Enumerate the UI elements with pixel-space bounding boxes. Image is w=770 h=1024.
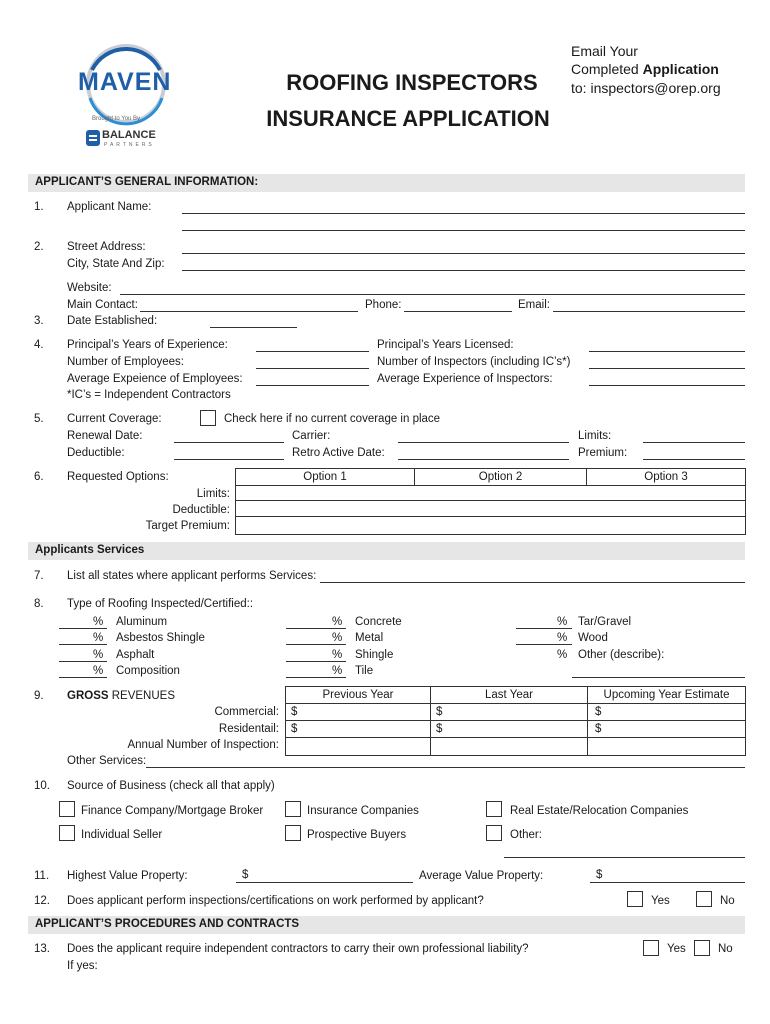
finance-company-checkbox[interactable]	[59, 801, 75, 817]
roof-shingle: Shingle	[355, 649, 394, 661]
q1-label: Applicant Name:	[67, 201, 152, 213]
email-field[interactable]	[553, 311, 745, 312]
num-inspectors-field[interactable]	[589, 368, 745, 369]
states-field[interactable]	[320, 582, 745, 583]
premium-label: Premium:	[578, 447, 628, 459]
other-source-label: Other:	[510, 829, 542, 841]
dollar-sign: $	[291, 706, 298, 718]
avg-exp-inspectors-field[interactable]	[589, 385, 745, 386]
option-limits-label: Limits:	[196, 488, 230, 500]
dollar-sign: $	[436, 706, 443, 718]
prospective-buyers-checkbox[interactable]	[285, 825, 301, 841]
avg-exp-inspectors-label: Average Experience of Inspectors:	[377, 373, 553, 385]
street-address-field[interactable]	[182, 253, 745, 254]
page-title-line2: INSURANCE APPLICATION	[266, 106, 550, 131]
revenues-row-divider	[285, 737, 746, 738]
q13-number: 13.	[34, 943, 50, 955]
roof-concrete: Concrete	[355, 616, 402, 628]
revenues-col-divider	[587, 703, 588, 756]
options-body[interactable]	[235, 485, 746, 535]
website-field[interactable]	[120, 294, 745, 295]
finance-company-label: Finance Company/Mortgage Broker	[81, 805, 264, 817]
balance-icon	[86, 130, 100, 146]
principal-years-licensed-label: Principal’s Years Licensed:	[377, 339, 514, 351]
avg-exp-employees-field[interactable]	[256, 385, 369, 386]
roof-asphalt: Asphalt	[116, 649, 155, 661]
gross-revenues-label	[67, 689, 175, 703]
options-row-divider	[235, 516, 746, 517]
section-procedures-title: APPLICANT’S PROCEDURES AND CONTRACTS	[35, 918, 300, 930]
pct-sign: %	[332, 649, 343, 661]
individual-seller-label: Individual Seller	[81, 829, 163, 841]
principal-years-exp-field[interactable]	[256, 351, 369, 352]
no-coverage-label: Check here if no current coverage in place	[224, 413, 441, 425]
main-contact-label: Main Contact:	[67, 299, 138, 311]
num-inspectors-label: Number of Inspectors (including IC’s*)	[377, 356, 571, 368]
annual-inspection-label: Annual Number of Inspection:	[127, 739, 279, 751]
pct-sign: %	[93, 649, 104, 661]
other-source-field[interactable]	[504, 857, 745, 858]
q4-number: 4.	[34, 339, 44, 351]
q2-street-label: Street Address:	[67, 241, 146, 253]
option-2-header: Option 2	[414, 468, 587, 486]
revenues-body[interactable]	[285, 703, 746, 756]
applicant-name-field-2[interactable]	[182, 230, 745, 231]
q13-yes-label: Yes	[667, 943, 686, 955]
date-established-label: Date Established:	[67, 315, 158, 327]
premium-field[interactable]	[643, 459, 745, 460]
principal-years-licensed-field[interactable]	[589, 351, 745, 352]
renewal-date-label: Renewal Date:	[67, 430, 143, 442]
pct-sign: %	[557, 616, 568, 628]
q12-no-label: No	[720, 895, 735, 907]
pct-sign: %	[332, 632, 343, 644]
q12-yes-label: Yes	[651, 895, 670, 907]
other-source-checkbox[interactable]	[486, 825, 502, 841]
q9-number: 9.	[34, 690, 44, 702]
gross-bold: GROSS	[67, 690, 109, 702]
ic-footnote: *IC’s = Independent Contractors	[67, 389, 231, 401]
section-services-header	[28, 542, 745, 560]
option-3-header: Option 3	[586, 468, 746, 486]
residential-label: Residentail:	[218, 723, 279, 735]
q11-number: 11.	[34, 870, 50, 882]
current-coverage-label: Current Coverage:	[67, 413, 162, 425]
phone-label: Phone:	[365, 299, 402, 311]
highest-value-label: Highest Value Property:	[67, 870, 188, 882]
retro-date-field[interactable]	[398, 459, 569, 460]
q12-number: 12.	[34, 895, 50, 907]
email-note-line2-pre: Completed	[571, 61, 643, 77]
pct-sign: %	[557, 649, 568, 661]
option-1-header: Option 1	[235, 468, 415, 486]
option-target-premium-label: Target Premium:	[145, 520, 230, 532]
q7-number: 7.	[34, 570, 44, 582]
pct-sign: %	[332, 616, 343, 628]
pct-sign: %	[557, 632, 568, 644]
prospective-buyers-label: Prospective Buyers	[307, 829, 407, 841]
section-services-title: Applicants Services	[35, 544, 145, 556]
applicant-name-field[interactable]	[182, 213, 745, 214]
q13-yes-checkbox[interactable]	[643, 940, 659, 956]
other-services-label: Other Services:	[67, 755, 147, 767]
dollar-sign: $	[291, 723, 298, 735]
q1-number: 1.	[34, 201, 44, 213]
options-row-divider	[235, 500, 746, 501]
principal-years-exp-label: Principal’s Years of Experience:	[67, 339, 228, 351]
pct-sign: %	[93, 632, 104, 644]
logo-brand: MAVEN	[78, 68, 172, 96]
q13-label: Does the applicant require independent contractors to carry their own professional liability?	[67, 943, 529, 955]
retro-date-label: Retro Active Date:	[292, 447, 385, 459]
roofing-type-label: Type of Roofing Inspected/Certified::	[67, 598, 254, 610]
last-year-header: Last Year	[430, 686, 588, 704]
dollar-sign: $	[595, 706, 602, 718]
email-note-line2	[571, 61, 719, 77]
self-inspection-label: Does applicant perform inspections/certifications on work performed by applicant?	[67, 895, 484, 907]
other-describe-field[interactable]	[572, 677, 745, 678]
revenues-row-divider	[285, 720, 746, 721]
q10-number: 10.	[34, 780, 50, 792]
section-general-header	[28, 174, 745, 192]
pct-sign: %	[93, 616, 104, 628]
maven-logo	[70, 40, 182, 152]
q12-yes-checkbox[interactable]	[627, 891, 643, 907]
roof-composition: Composition	[116, 665, 180, 677]
commercial-label: Commercial:	[214, 706, 279, 718]
q2-number: 2.	[34, 241, 44, 253]
option-deductible-label: Deductible:	[172, 504, 230, 516]
logo-tagline: Brought to You By	[92, 116, 141, 122]
q13-no-checkbox[interactable]	[694, 940, 710, 956]
limits-label: Limits:	[578, 430, 612, 442]
section-general-title: APPLICANT’S GENERAL INFORMATION:	[35, 176, 259, 188]
previous-year-header: Previous Year	[285, 686, 431, 704]
requested-options-label: Requested Options:	[67, 471, 169, 483]
page-title-line1: ROOFING INSPECTORS	[286, 70, 538, 95]
dollar-sign: $	[242, 869, 249, 881]
roof-other: Other (describe):	[578, 649, 665, 661]
carrier-field[interactable]	[398, 442, 569, 443]
q2-city-label: City, State And Zip:	[67, 258, 165, 270]
dollar-sign: $	[595, 723, 602, 735]
gross-rest: REVENUES	[108, 690, 176, 702]
num-employees-field[interactable]	[256, 368, 369, 369]
email-note-line1: Email Your	[571, 43, 638, 59]
revenues-col-divider	[430, 703, 431, 756]
q12-no-checkbox[interactable]	[696, 891, 712, 907]
email-label: Email:	[518, 299, 550, 311]
highest-value-field[interactable]	[236, 882, 413, 883]
requested-options-table	[235, 468, 746, 534]
avg-exp-employees-label: Average Expeience of Employees:	[67, 373, 243, 385]
website-label: Website:	[67, 282, 112, 294]
no-coverage-checkbox[interactable]	[200, 410, 216, 426]
individual-seller-checkbox[interactable]	[59, 825, 75, 841]
email-note-line2-bold: Application	[642, 61, 719, 77]
num-employees-label: Number of Employees:	[67, 356, 184, 368]
source-business-label: Source of Business (check all that apply)	[67, 780, 275, 792]
roof-aluminum: Aluminum	[116, 616, 168, 628]
dollar-sign: $	[436, 723, 443, 735]
email-note-line3: to: inspectors@orep.org	[571, 80, 721, 96]
dollar-sign: $	[596, 869, 603, 881]
pct-sign: %	[93, 665, 104, 677]
revenues-table	[285, 686, 746, 756]
phone-field[interactable]	[404, 311, 512, 312]
roof-tile: Tile	[355, 665, 374, 677]
logo-partner-sub: PARTNERS	[104, 142, 155, 148]
average-value-label: Average Value Property:	[419, 870, 544, 882]
pct-sign: %	[332, 665, 343, 677]
real-estate-checkbox[interactable]	[486, 801, 502, 817]
average-value-field[interactable]	[590, 882, 745, 883]
logo-partner: BALANCE	[102, 129, 156, 141]
city-state-zip-field[interactable]	[182, 270, 745, 271]
q13-no-label: No	[718, 943, 733, 955]
insurance-companies-checkbox[interactable]	[285, 801, 301, 817]
deductible-field[interactable]	[174, 459, 284, 460]
date-established-field[interactable]	[210, 327, 297, 328]
section-procedures-header	[28, 916, 745, 934]
carrier-label: Carrier:	[292, 430, 331, 442]
q13-if-yes: If yes:	[67, 960, 98, 972]
deductible-label: Deductible:	[67, 447, 125, 459]
other-services-field[interactable]	[146, 767, 745, 768]
upcoming-year-header: Upcoming Year Estimate	[587, 686, 746, 704]
roof-asbestos: Asbestos Shingle	[116, 632, 205, 644]
roof-metal: Metal	[355, 632, 384, 644]
q6-number: 6.	[34, 471, 44, 483]
q3-number: 3.	[34, 315, 44, 327]
insurance-companies-label: Insurance Companies	[307, 805, 419, 817]
renewal-date-field[interactable]	[174, 442, 284, 443]
q8-number: 8.	[34, 598, 44, 610]
main-contact-field[interactable]	[140, 311, 358, 312]
roof-wood: Wood	[578, 632, 608, 644]
q5-number: 5.	[34, 413, 44, 425]
limits-field[interactable]	[643, 442, 745, 443]
roof-tar-gravel: Tar/Gravel	[578, 616, 632, 628]
states-label: List all states where applicant performs Services:	[67, 570, 317, 582]
real-estate-label: Real Estate/Relocation Companies	[510, 805, 689, 817]
